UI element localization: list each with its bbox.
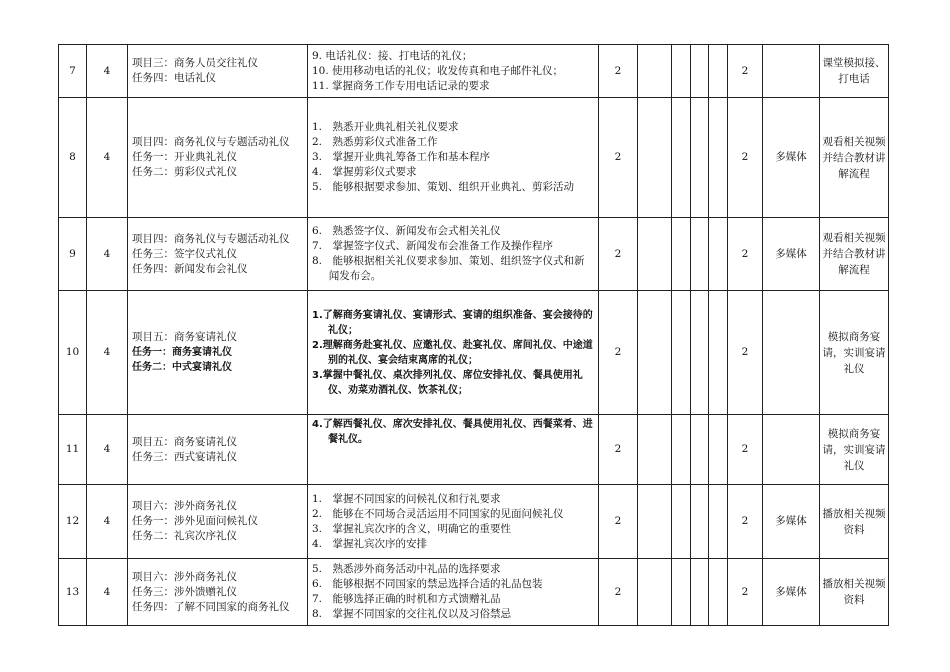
empty-cell (691, 45, 709, 98)
requirement-item: 7. 能够选择正确的时机和方式馈赠礼品 (312, 593, 501, 605)
practice-hours-cell: 2 (728, 485, 763, 559)
requirement-item: 3. 掌握开业典礼筹备工作和基本程序 (312, 151, 491, 163)
requirement-item: 3. 掌握礼宾次序的含义，明确它的重要性 (312, 522, 512, 535)
table-row (59, 291, 889, 415)
requirements-cell (308, 98, 599, 218)
requirement-item: 5. 能够根据要求参加、策划、组织开业典礼、剪彩活动 (312, 181, 575, 193)
practice-hours-cell: 2 (728, 291, 763, 415)
requirements-cell (308, 218, 599, 291)
requirements-cell (308, 415, 599, 485)
task-title: 任务三：西式宴请礼仪 (132, 450, 237, 463)
task-title: 任务四：新闻发布会礼仪 (132, 262, 248, 275)
teaching-method-cell: 播放相关视频资料 (820, 559, 889, 626)
theory-hours-cell: 2 (599, 415, 638, 485)
table-row (59, 485, 889, 559)
requirements-cell (308, 291, 599, 415)
project-title: 项目五：商务宴请礼仪 (132, 435, 237, 448)
empty-cell (709, 485, 728, 559)
project-task-cell (128, 485, 308, 559)
empty-cell (672, 291, 691, 415)
empty-cell (709, 45, 728, 98)
requirement-item: 5. 熟悉涉外商务活动中礼品的选择要求 (312, 563, 501, 575)
empty-cell (672, 559, 691, 626)
task-title: 任务三：签字仪式礼仪 (132, 247, 237, 260)
media-cell (763, 45, 820, 98)
task-title: 任务二：剪彩仪式礼仪 (132, 166, 237, 178)
teaching-method-cell: 播放相关视频资料 (820, 485, 889, 559)
teaching-method-cell: 模拟商务宴请，实训宴请礼仪 (820, 415, 889, 485)
project-title: 项目五：商务宴请礼仪 (132, 331, 237, 343)
theory-hours-cell: 2 (599, 485, 638, 559)
empty-cell (691, 98, 709, 218)
teaching-method-cell: 观看相关视频并结合教材讲解流程 (820, 98, 889, 218)
empty-cell (638, 218, 672, 291)
empty-cell (638, 45, 672, 98)
project-title: 项目六：涉外商务礼仪 (132, 570, 237, 583)
table-row (59, 98, 889, 218)
media-cell: 多媒体 (763, 559, 820, 626)
project-task-cell (128, 218, 308, 291)
requirement-item: 11. 掌握商务工作专用电话记录的要求 (312, 79, 490, 92)
empty-cell (709, 98, 728, 218)
empty-cell (638, 291, 672, 415)
requirements-cell (308, 485, 599, 559)
task-title: 任务四：了解不同国家的商务礼仪 (132, 600, 290, 613)
empty-cell (691, 485, 709, 559)
task-title: 任务二：礼宾次序礼仪 (132, 530, 237, 542)
week-cell: 11 (59, 415, 87, 485)
project-title: 项目四：商务礼仪与专题活动礼仪 (132, 232, 290, 245)
practice-hours-cell: 2 (728, 559, 763, 626)
requirement-item: 2.理解商务赴宴礼仪、应邀礼仪、赴宴礼仪、席间礼仪、中途道别的礼仪、宴会结束离席的礼仪； (312, 339, 593, 366)
empty-cell (672, 98, 691, 218)
empty-cell (638, 415, 672, 485)
requirement-item: 1. 熟悉开业典礼相关礼仪要求 (312, 121, 459, 133)
media-cell: 多媒体 (763, 218, 820, 291)
project-title: 项目三：商务人员交往礼仪 (132, 57, 258, 69)
requirement-item: 10. 使用移动电话的礼仪；收发传真和电子邮件礼仪； (312, 64, 564, 77)
hours-cell: 4 (87, 291, 128, 415)
hours-cell: 4 (87, 218, 128, 291)
table-row (59, 45, 889, 98)
week-cell: 9 (59, 218, 87, 291)
requirement-item: 3.掌握中餐礼仪、桌次排列礼仪、席位安排礼仪、餐具使用礼仪、劝菜劝酒礼仪、饮茶礼仪； (312, 369, 583, 396)
teaching-method-cell: 模拟商务宴请，实训宴请礼仪 (820, 291, 889, 415)
project-task-cell (128, 45, 308, 98)
empty-cell (709, 415, 728, 485)
empty-cell (672, 485, 691, 559)
requirement-item: 6. 能够根据不同国家的禁忌选择合适的礼品包装 (312, 578, 543, 590)
project-title: 项目六：涉外商务礼仪 (132, 500, 237, 512)
hours-cell: 4 (87, 559, 128, 626)
project-task-cell (128, 559, 308, 626)
task-title: 任务一：涉外见面问候礼仪 (132, 515, 258, 527)
theory-hours-cell: 2 (599, 45, 638, 98)
hours-cell: 4 (87, 415, 128, 485)
practice-hours-cell: 2 (728, 415, 763, 485)
teaching-method-cell: 观看相关视频并结合教材讲解流程 (820, 218, 889, 291)
empty-cell (638, 559, 672, 626)
requirement-item: 4.了解西餐礼仪、席次安排礼仪、餐具使用礼仪、西餐菜肴、进餐礼仪。 (312, 419, 593, 445)
task-title: 任务一：商务宴请礼仪 (132, 347, 232, 358)
week-cell: 13 (59, 559, 87, 626)
week-cell: 10 (59, 291, 87, 415)
requirement-item: 6. 熟悉签字仪、新闻发布会式相关礼仪 (312, 225, 501, 237)
requirements-cell (308, 45, 599, 98)
practice-hours-cell: 2 (728, 45, 763, 98)
project-task-cell (128, 291, 308, 415)
course-schedule-table (58, 44, 889, 626)
requirement-item: 7. 掌握签字仪式、新闻发布会准备工作及操作程序 (312, 240, 554, 252)
empty-cell (638, 98, 672, 218)
requirement-item: 8. 掌握不同国家的交往礼仪以及习俗禁忌 (312, 608, 512, 620)
practice-hours-cell: 2 (728, 218, 763, 291)
week-cell: 8 (59, 98, 87, 218)
theory-hours-cell: 2 (599, 218, 638, 291)
requirement-item: 4. 掌握剪彩仪式要求 (312, 166, 417, 178)
empty-cell (691, 415, 709, 485)
media-cell: 多媒体 (763, 98, 820, 218)
practice-hours-cell: 2 (728, 98, 763, 218)
requirement-item: 1. 掌握不同国家的问候礼仪和行礼要求 (312, 492, 501, 505)
project-task-cell (128, 98, 308, 218)
requirement-item: 2. 熟悉剪彩仪式准备工作 (312, 136, 438, 148)
teaching-method-cell: 课堂模拟接、打电话 (820, 45, 889, 98)
table-row (59, 559, 889, 626)
empty-cell (709, 559, 728, 626)
week-cell: 7 (59, 45, 87, 98)
task-title: 任务三：涉外馈赠礼仪 (132, 585, 237, 598)
empty-cell (691, 291, 709, 415)
requirement-item: 1.了解商务宴请礼仪、宴请形式、宴请的组织准备、宴会接待的礼仪； (312, 309, 593, 336)
empty-cell (709, 291, 728, 415)
task-title: 任务二：中式宴请礼仪 (132, 362, 232, 373)
task-title: 任务四：电话礼仪 (132, 72, 216, 84)
table-row (59, 218, 889, 291)
table-row (59, 415, 889, 485)
requirement-item: 8. 能够根据相关礼仪要求参加、策划、组织签字仪式和新闻发布会。 (312, 255, 585, 282)
requirement-item: 2. 能够在不同场合灵活运用不同国家的见面问候礼仪 (312, 507, 564, 520)
hours-cell: 4 (87, 98, 128, 218)
empty-cell (672, 218, 691, 291)
theory-hours-cell: 2 (599, 291, 638, 415)
media-cell (763, 291, 820, 415)
project-task-cell (128, 415, 308, 485)
theory-hours-cell: 2 (599, 98, 638, 218)
theory-hours-cell: 2 (599, 559, 638, 626)
hours-cell: 4 (87, 485, 128, 559)
requirement-item: 4. 掌握礼宾次序的安排 (312, 537, 428, 550)
media-cell: 多媒体 (763, 485, 820, 559)
hours-cell: 4 (87, 45, 128, 98)
empty-cell (691, 218, 709, 291)
empty-cell (638, 485, 672, 559)
empty-cell (672, 45, 691, 98)
requirement-item: 9. 电话礼仪：接、打电话的礼仪； (312, 49, 473, 62)
requirements-cell (308, 559, 599, 626)
empty-cell (709, 218, 728, 291)
project-title: 项目四：商务礼仪与专题活动礼仪 (132, 136, 290, 148)
media-cell (763, 415, 820, 485)
empty-cell (691, 559, 709, 626)
empty-cell (672, 415, 691, 485)
week-cell: 12 (59, 485, 87, 559)
task-title: 任务一：开业典礼礼仪 (132, 151, 237, 163)
